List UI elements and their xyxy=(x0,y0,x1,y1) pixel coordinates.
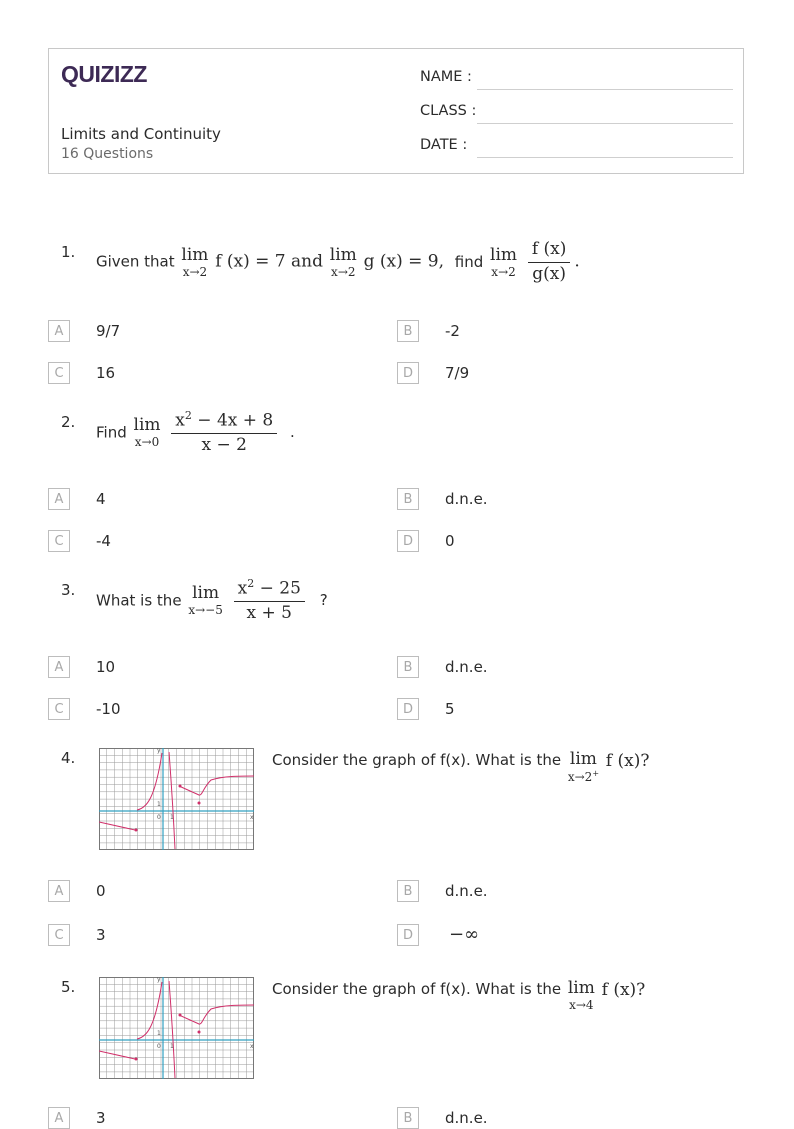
option-text[interactable]: 4 xyxy=(96,490,106,508)
question-prefix: Consider the graph of f(x). What is the xyxy=(272,751,562,769)
graph-point xyxy=(198,802,201,805)
origin-label: 0 xyxy=(157,1043,161,1050)
option-letter-b[interactable]: B xyxy=(397,488,419,510)
function-graph xyxy=(99,748,254,850)
option-text[interactable]: −∞ xyxy=(449,924,480,945)
option-text[interactable]: d.n.e. xyxy=(445,490,488,508)
option-letter-a[interactable]: A xyxy=(48,1107,70,1129)
question-text: Find lim x→0 $\frac{x^2 - 4x + 8}{x - 2}$ . xyxy=(96,409,295,456)
limit: lim x→4 xyxy=(567,978,595,1012)
fraction: $\frac{x^2 - 25}{x + 5}$ xyxy=(234,578,305,624)
option-letter-d[interactable]: D xyxy=(397,924,419,946)
function-graph xyxy=(99,977,254,1079)
date-line[interactable] xyxy=(477,157,733,158)
class-line[interactable] xyxy=(477,123,733,124)
y-tick-label: 1 xyxy=(157,801,161,808)
option-text[interactable]: 0 xyxy=(445,532,455,550)
limit: lim x→0 xyxy=(133,415,161,450)
question-prefix: Find xyxy=(96,423,127,442)
x-axis-label: x xyxy=(250,814,254,821)
option-letter-a[interactable]: A xyxy=(48,320,70,342)
graph-point xyxy=(179,1014,182,1017)
svg-text:QUIZIZZ: QUIZIZZ xyxy=(61,61,147,87)
fraction: $\frac{f (x)}{g(x)}$ xyxy=(528,240,571,284)
graph-point xyxy=(135,1058,138,1061)
question-prefix: Consider the graph of f(x). What is the xyxy=(272,980,562,998)
quizizz-logo xyxy=(61,61,153,87)
fraction: $\frac{x^2 - 4x + 8}{x - 2}$ xyxy=(171,410,277,456)
graph-point xyxy=(198,1031,201,1034)
question-number: 1. xyxy=(61,243,76,261)
date-label: DATE : xyxy=(420,137,468,153)
option-text[interactable]: 16 xyxy=(96,364,116,382)
question-number: 3. xyxy=(61,581,76,599)
question-number: 5. xyxy=(61,978,76,996)
x-tick-label: 1 xyxy=(170,814,174,821)
question-prefix: Given that xyxy=(96,252,175,271)
worksheet-header xyxy=(48,48,744,174)
expression: f (x) = 7 and xyxy=(215,251,323,272)
limit: lim x→2 xyxy=(490,244,518,279)
option-text[interactable]: 5 xyxy=(445,700,455,718)
graph-point xyxy=(179,785,182,788)
limit: lim x→2 xyxy=(329,244,357,279)
option-text[interactable]: -4 xyxy=(96,532,111,550)
option-text[interactable]: 7/9 xyxy=(445,364,470,382)
graph-grid xyxy=(99,748,254,850)
limit: lim x→−5 xyxy=(188,583,223,618)
question-number: 2. xyxy=(61,413,76,431)
limit: lim x→2 xyxy=(181,244,209,279)
option-letter-d[interactable]: D xyxy=(397,530,419,552)
name-line[interactable] xyxy=(477,89,733,90)
origin-label: 0 xyxy=(157,814,161,821)
option-letter-a[interactable]: A xyxy=(48,488,70,510)
find-word: find xyxy=(454,252,484,271)
graph-point xyxy=(135,829,138,832)
question-number: 4. xyxy=(61,749,76,767)
question-text xyxy=(272,751,649,783)
option-text[interactable]: 3 xyxy=(96,1109,106,1127)
option-letter-b[interactable]: B xyxy=(397,880,419,902)
option-letter-c[interactable]: C xyxy=(48,530,70,552)
graph-grid xyxy=(99,977,254,1079)
option-text[interactable]: 3 xyxy=(96,926,106,944)
option-letter-b[interactable]: B xyxy=(397,1107,419,1129)
name-label: NAME : xyxy=(420,69,472,85)
option-letter-a[interactable]: A xyxy=(48,880,70,902)
x-axis-label: x xyxy=(250,1043,254,1050)
option-letter-c[interactable]: C xyxy=(48,924,70,946)
option-text[interactable]: 10 xyxy=(96,658,116,676)
y-axis-label: y xyxy=(157,977,161,983)
option-letter-d[interactable]: D xyxy=(397,362,419,384)
option-text[interactable]: d.n.e. xyxy=(445,1109,488,1127)
worksheet-title: Limits and Continuity xyxy=(61,125,221,143)
option-letter-b[interactable]: B xyxy=(397,656,419,678)
option-text[interactable]: 9/7 xyxy=(96,322,121,340)
question-text: Given that lim x→2 f (x) = 7 and lim x→2 g (x) = 9, find lim x→2 $\frac{f (x)}{g(x)}$ . xyxy=(96,239,580,284)
option-text[interactable]: d.n.e. xyxy=(445,658,488,676)
option-letter-c[interactable]: C xyxy=(48,698,70,720)
limit: lim x→2+ xyxy=(567,749,600,784)
option-text[interactable]: -2 xyxy=(445,322,460,340)
expression: g (x) = 9, xyxy=(363,251,444,272)
expression: f (x)? xyxy=(605,751,650,771)
class-label: CLASS : xyxy=(420,103,477,119)
option-text[interactable]: 0 xyxy=(96,882,106,900)
expression: f (x)? xyxy=(601,980,646,1000)
y-axis-label: y xyxy=(157,748,161,754)
question-text: What is the lim x→−5 $\frac{x^2 - 25}{x + 5}$ ? xyxy=(96,577,328,624)
question-prefix: What is the xyxy=(96,591,182,610)
option-text[interactable]: d.n.e. xyxy=(445,882,488,900)
option-letter-d[interactable]: D xyxy=(397,698,419,720)
option-letter-c[interactable]: C xyxy=(48,362,70,384)
question-text xyxy=(272,980,645,1011)
question-count: 16 Questions xyxy=(61,146,154,162)
option-text[interactable]: -10 xyxy=(96,700,121,718)
x-tick-label: 1 xyxy=(170,1043,174,1050)
option-letter-b[interactable]: B xyxy=(397,320,419,342)
y-tick-label: 1 xyxy=(157,1030,161,1037)
option-letter-a[interactable]: A xyxy=(48,656,70,678)
